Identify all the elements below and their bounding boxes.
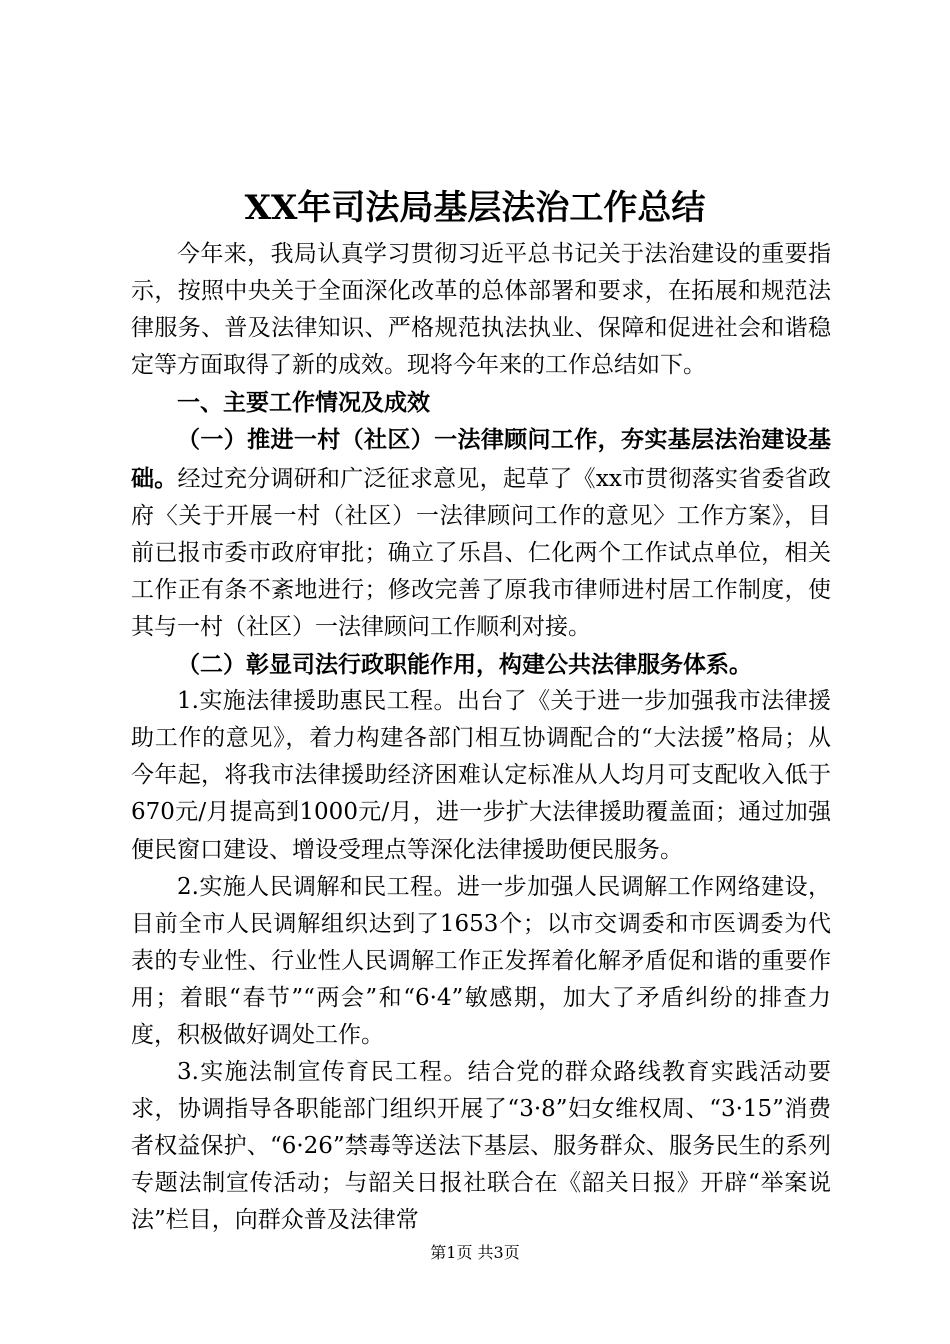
section-heading-main-work: 一、主要工作情况及成效: [177, 389, 430, 417]
intro-paragraph: 今年来，我局认真学习贯彻习近平总书记关于法治建设的重要指示，按照中央关于全面深化改革的总体部署和要求，在拓展和规范法律服务、普及法律知识、严格规范执法执业、保障和促进社会和谐稳定等方面取得了新的成效。现将今年来的工作总结如下。: [131, 241, 831, 379]
item-2-paragraph: 2.实施人民调解和民工程。进一步加强人民调解工作网络建设，目前全市人民调解组织达到了1653个；以市交调委和市医调委为代表的专业性、行业性人民调解工作正发挥着化解矛盾促和谐的重要作用；着眼“春节”“两会”和“6·4”敏感期，加大了矛盾纠纷的排查力度，积极做好调处工作。: [131, 873, 831, 1048]
document-title: XX年司法局基层法治工作总结: [244, 188, 706, 228]
subsection-2-heading: （二）彰显司法行政职能作用，构建公共法律服务体系。: [177, 651, 752, 679]
item-1-paragraph: 1.实施法律援助惠民工程。出台了《关于进一步加强我市法律援助工作的意见》，着力构建各部门相互协调配合的“大法援”格局；从今年起，将我市法律援助经济困难认定标准从人均月可支配收入低于670元/月提高到1000元/月，进一步扩大法律援助覆盖面；通过加强便民窗口建设、增设受理点等深化法律援助便民服务。: [131, 688, 831, 863]
page-footer: 第1页 共3页: [430, 1243, 520, 1262]
document-body: [131, 236, 831, 1240]
subsection-1-paragraph: [131, 421, 831, 646]
subsection-1-heading: （一）推进一村（社区）一法律顾问工作，夯实基层法治建设基础。: [131, 426, 831, 492]
subsection-1-body: 经过充分调研和广泛征求意见，起草了《xx市贯彻落实省委省政府〈关于开展一村（社区）一法律顾问工作的意见〉工作方案》，目前已报市委市政府审批；确立了乐昌、仁化两个工作试点单位，相关工作正有条不紊地进行；修改完善了原我市律师进村居工作制度，使其与一村（社区）一法律顾问工作顺利对接。: [131, 465, 832, 640]
item-3-paragraph: 3.实施法制宣传育民工程。结合党的群众路线教育实践活动要求，协调指导各职能部门组织开展了“3·8”妇女维权周、“3·15”消费者权益保护、“6·26”禁毒等送法下基层、服务群众、服务民生的系列专题法制宣传活动；与韶关日报社联合在《韶关日报》开辟“举案说法”栏目，向群众普及法律常: [131, 1059, 831, 1234]
